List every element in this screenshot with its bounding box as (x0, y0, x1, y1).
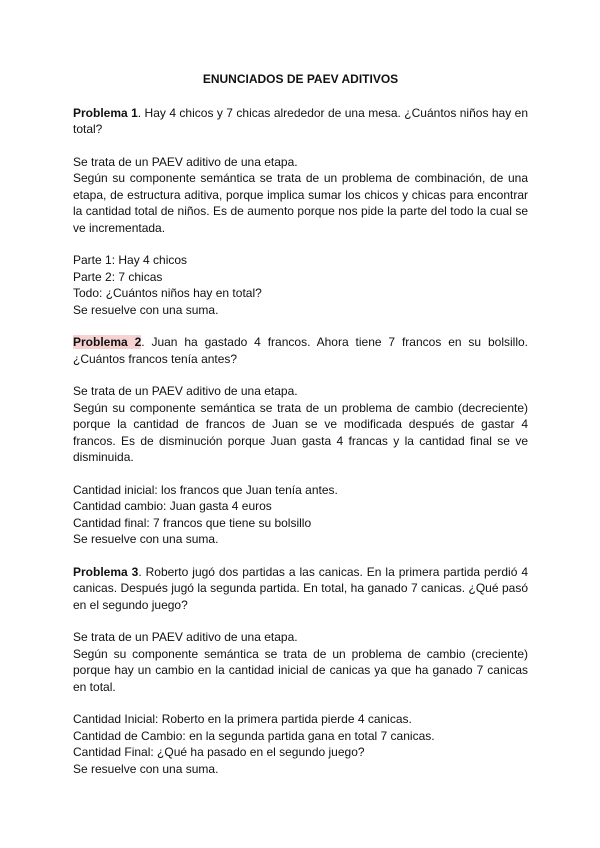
problem-1-line-2: Parte 2: 7 chicas (73, 269, 163, 284)
problem-3-statement (73, 564, 528, 614)
problem-1-explanation: Según su componente semántica se trata de un problema de combinación, de una etapa, de estructura aditiva, porque implica sumar los chicos y chicas para encontrar la cantidad total de niños. Es de aumento porque nos pide la parte del todo la cual se ve incrementada. (73, 171, 528, 235)
problem-2-statement (73, 334, 528, 367)
problem-2-line-3: Cantidad final: 7 francos que tiene su bolsillo (73, 515, 312, 530)
document-title: ENUNCIADOS DE PAEV ADITIVOS (202, 72, 399, 86)
problem-1-section (73, 105, 528, 319)
problem-2-type: Se trata de un PAEV aditivo de una etapa. (73, 384, 298, 398)
problem-3-line-3: Cantidad Final: ¿Qué ha pasado en el segundo juego? (73, 745, 365, 759)
problem-2-section (73, 334, 528, 548)
problem-1-line-3: Todo: ¿Cuántos niños hay en total? (73, 286, 262, 300)
problem-3-type: Se trata de un PAEV aditivo de una etapa. (73, 630, 298, 644)
problem-2-text: . Juan ha gastado 4 francos. Ahora tiene 7 francos en su bolsillo. ¿Cuántos francos tenía antes? (73, 335, 528, 366)
problem-2-line-2: Cantidad cambio: Juan gasta 4 euros (73, 499, 272, 513)
problem-3-explanation: Según su componente semántica se trata de un problema de cambio (creciente) porque hay un cambio en la cantidad inicial de canicas ya que ha ganado 7 canicas en total. (73, 646, 528, 694)
problem-3-section (73, 564, 528, 778)
document-page (73, 71, 528, 777)
problem-2-explanation: Según su componente semántica se trata de un problema de cambio (decreciente) porque la cantidad de francos de Juan se ve modificada después de gastar 4 francos. Es de disminución porque Juan gasta 4 francas y la cantidad final se ve disminuida. (73, 400, 528, 464)
problem-3-line-1: Cantidad Inicial: Roberto en la primera partida pierde 4 canicas. (73, 712, 412, 726)
problem-2-label: Problema 2 (73, 335, 142, 349)
problem-1-line-1: Parte 1: Hay 4 chicos (73, 253, 188, 267)
problem-3-line-4: Se resuelve con una suma. (73, 761, 219, 776)
problem-1-statement (73, 105, 528, 138)
problem-2-line-4: Se resuelve con una suma. (73, 532, 219, 546)
problem-3-label: Problema 3 (73, 564, 139, 579)
problem-3-line-2: Cantidad de Cambio: en la segunda partida gana en total 7 canicas. (73, 728, 435, 743)
problem-2-line-1: Cantidad inicial: los francos que Juan tenía antes. (73, 482, 338, 497)
problem-1-type: Se trata de un PAEV aditivo de una etapa. (73, 154, 298, 169)
problem-1-label: Problema 1 (73, 105, 138, 120)
problem-1-line-4: Se resuelve con una suma. (73, 302, 219, 317)
problem-3-text: . Roberto jugó dos partidas a las canicas. En la primera partida perdió 4 canicas. Después jugó la segunda partida. En total, ha ganado 7 canicas. ¿Qué pasó en el segundo juego? (73, 564, 528, 612)
problem-1-text: . Hay 4 chicos y 7 chicas alrededor de una mesa. ¿Cuántos niños hay en total? (73, 105, 528, 136)
